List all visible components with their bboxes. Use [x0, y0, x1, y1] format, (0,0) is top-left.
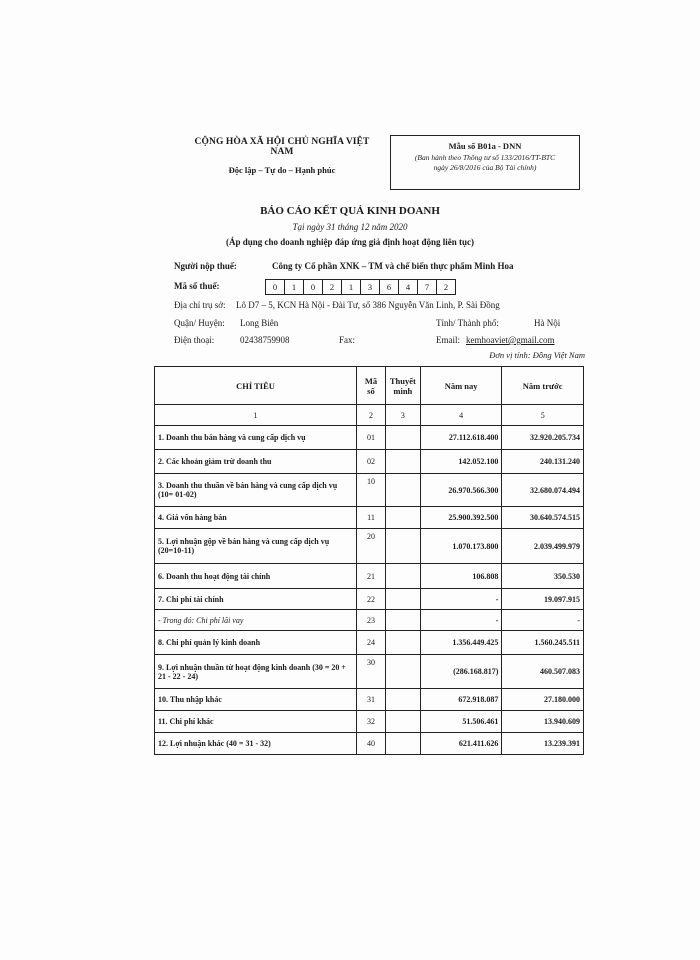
city-label: Tỉnh/ Thành phố:	[436, 318, 499, 328]
table-row	[155, 610, 584, 631]
row-previous: 32.680.074.494	[502, 474, 584, 507]
row-code: 24	[357, 631, 386, 655]
row-note	[385, 507, 420, 529]
taxpayer-value: Công ty Cổ phần XNK – TM và chế biến thực phẩm Minh Hoa	[272, 261, 514, 271]
taxpayer-label: Người nộp thuế:	[174, 261, 237, 271]
table-row	[155, 450, 584, 474]
table-row	[155, 529, 584, 564]
email-value: kemhoaviet@gmail.com	[466, 335, 555, 345]
table-row	[155, 711, 584, 733]
table-row	[155, 589, 584, 610]
row-current: 51.506.461	[420, 711, 502, 733]
phone-label: Điện thoại:	[174, 335, 215, 345]
form-note-1: (Ban hành theo Thông tư số 133/2016/TT-BTC	[414, 153, 556, 162]
row-code: 30	[357, 655, 386, 689]
district-value: Long Biên	[240, 318, 279, 328]
address-value: Lô D7 – 5, KCN Hà Nội - Đài Tư, số 386 Nguyễn Văn Linh, P. Sài Đồng	[236, 300, 500, 310]
table-row	[155, 507, 584, 529]
row-code: 01	[357, 426, 386, 450]
nation-name: CỘNG HÒA XÃ HỘI CHỦ NGHĨA VIỆT NAM	[194, 137, 370, 157]
row-code: 23	[357, 610, 386, 631]
row-note	[385, 655, 420, 689]
col-header-current: Năm nay	[420, 367, 502, 405]
row-current: 621.411.626	[420, 733, 502, 755]
row-name: 12. Lợi nhuận khác (40 = 31 - 32)	[155, 733, 357, 755]
phone-value: 02438759908	[240, 335, 290, 345]
tax-code-digit: 0	[303, 279, 323, 295]
tax-code-digit: 1	[284, 279, 304, 295]
row-note	[385, 711, 420, 733]
row-previous: 30.640.574.515	[502, 507, 584, 529]
row-note	[385, 564, 420, 589]
row-current: 26.970.566.300	[420, 474, 502, 507]
row-previous: 13.239.391	[502, 733, 584, 755]
tax-code-digit: 1	[341, 279, 361, 295]
row-current: (286.168.817)	[420, 655, 502, 689]
row-name: 10. Thu nhập khác	[155, 689, 357, 711]
row-name: 7. Chi phí tài chính	[155, 589, 357, 610]
table-index-row	[155, 405, 584, 426]
table-row	[155, 733, 584, 755]
row-name: 6. Doanh thu hoạt động tài chính	[155, 564, 357, 589]
row-note	[385, 529, 420, 564]
row-previous: 2.039.499.979	[502, 529, 584, 564]
row-current: 142.052.100	[420, 450, 502, 474]
index-cell: 3	[385, 405, 420, 426]
report-apply-note: (Áp dụng cho doanh nghiệp đáp ứng giả định hoạt động liên tục)	[226, 237, 474, 247]
col-header-code-line1: Mã	[364, 375, 378, 386]
row-note	[385, 689, 420, 711]
row-current: -	[420, 610, 502, 631]
row-name: 3. Doanh thu thuần về bán hàng và cung cấp dịch vụ (10= 01-02)	[155, 474, 357, 507]
tax-code-digit: 3	[360, 279, 380, 295]
address-label: Địa chỉ trụ sở:	[174, 300, 226, 310]
tax-code-boxes	[266, 279, 456, 295]
form-code-box	[390, 135, 580, 190]
row-note	[385, 474, 420, 507]
row-note	[385, 733, 420, 755]
table-header-row	[155, 367, 584, 405]
index-cell: 5	[502, 405, 584, 426]
row-previous: 460.507.083	[502, 655, 584, 689]
row-name: - Trong đó: Chi phí lãi vay	[155, 610, 357, 631]
row-current: 672.918.087	[420, 689, 502, 711]
row-previous: 240.131.240	[502, 450, 584, 474]
row-name: 2. Các khoản giảm trừ doanh thu	[155, 450, 357, 474]
row-code: 31	[357, 689, 386, 711]
form-note-2: ngày 26/8/2016 của Bộ Tài chính)	[433, 163, 537, 172]
row-note	[385, 610, 420, 631]
row-previous: 350.530	[502, 564, 584, 589]
row-current: -	[420, 589, 502, 610]
form-code: Mẫu số B01a - DNN	[448, 141, 522, 151]
row-note	[385, 426, 420, 450]
row-code: 22	[357, 589, 386, 610]
table-row	[155, 631, 584, 655]
col-header-note-line1: Thuyết	[389, 375, 416, 386]
index-cell: 1	[155, 405, 357, 426]
motto: Độc lập – Tự do – Hạnh phúc	[228, 165, 336, 175]
row-previous: 19.097.915	[502, 589, 584, 610]
row-code: 20	[357, 529, 386, 564]
nation-header	[182, 137, 382, 175]
row-note	[385, 631, 420, 655]
col-header-code	[357, 367, 386, 405]
table-row	[155, 689, 584, 711]
row-name: 4. Giá vốn hàng bán	[155, 507, 357, 529]
table-row	[155, 474, 584, 507]
row-name: 1. Doanh thu bán hàng và cung cấp dịch vụ	[155, 426, 357, 450]
row-current: 1.070.173.800	[420, 529, 502, 564]
table-row	[155, 564, 584, 589]
row-previous: -	[502, 610, 584, 631]
row-code: 40	[357, 733, 386, 755]
row-code: 32	[357, 711, 386, 733]
currency-unit: Đơn vị tính: Đồng Việt Nam	[489, 350, 585, 360]
row-name: 5. Lợi nhuận gộp về bán hàng và cung cấp dịch vụ (20=10-11)	[155, 529, 357, 564]
row-name: 11. Chi phí khác	[155, 711, 357, 733]
row-code: 02	[357, 450, 386, 474]
email-label: Email:	[436, 335, 460, 345]
row-previous: 1.560.245.511	[502, 631, 584, 655]
row-code: 21	[357, 564, 386, 589]
row-name: 9. Lợi nhuận thuần từ hoạt động kinh doanh (30 = 20 + 21 - 22 - 24)	[155, 655, 357, 689]
row-previous: 32.920.205.734	[502, 426, 584, 450]
tax-code-digit: 2	[322, 279, 342, 295]
col-header-name: CHỈ TIÊU	[155, 367, 357, 405]
col-header-code-line2: số	[367, 385, 375, 396]
row-current: 27.112.618.400	[420, 426, 502, 450]
row-current: 25.900.392.500	[420, 507, 502, 529]
tax-code-digit: 7	[417, 279, 437, 295]
tax-code-label: Mã số thuế:	[174, 281, 220, 291]
row-note	[385, 450, 420, 474]
city-value: Hà Nội	[534, 318, 561, 328]
row-name: 8. Chi phí quản lý kinh doanh	[155, 631, 357, 655]
col-header-note	[385, 367, 420, 405]
row-previous: 27.180.000	[502, 689, 584, 711]
report-date: Tại ngày 31 tháng 12 năm 2020	[292, 222, 408, 232]
table-row	[155, 655, 584, 689]
tax-code-digit: 2	[436, 279, 456, 295]
income-statement-table	[154, 366, 584, 755]
row-code: 11	[357, 507, 386, 529]
tax-code-digit: 6	[379, 279, 399, 295]
table-row	[155, 426, 584, 450]
index-cell: 4	[420, 405, 502, 426]
row-note	[385, 589, 420, 610]
col-header-previous: Năm trước	[502, 367, 584, 405]
row-previous: 13.940.609	[502, 711, 584, 733]
index-cell: 2	[357, 405, 386, 426]
row-code: 10	[357, 474, 386, 507]
row-current: 106.808	[420, 564, 502, 589]
tax-code-digit: 4	[398, 279, 418, 295]
district-label: Quận/ Huyện:	[174, 318, 225, 328]
report-title: BÁO CÁO KẾT QUẢ KINH DOANH	[260, 205, 440, 217]
fax-label: Fax:	[339, 335, 356, 345]
row-current: 1.356.449.425	[420, 631, 502, 655]
col-header-note-line2: minh	[393, 385, 413, 396]
tax-code-digit: 0	[265, 279, 285, 295]
